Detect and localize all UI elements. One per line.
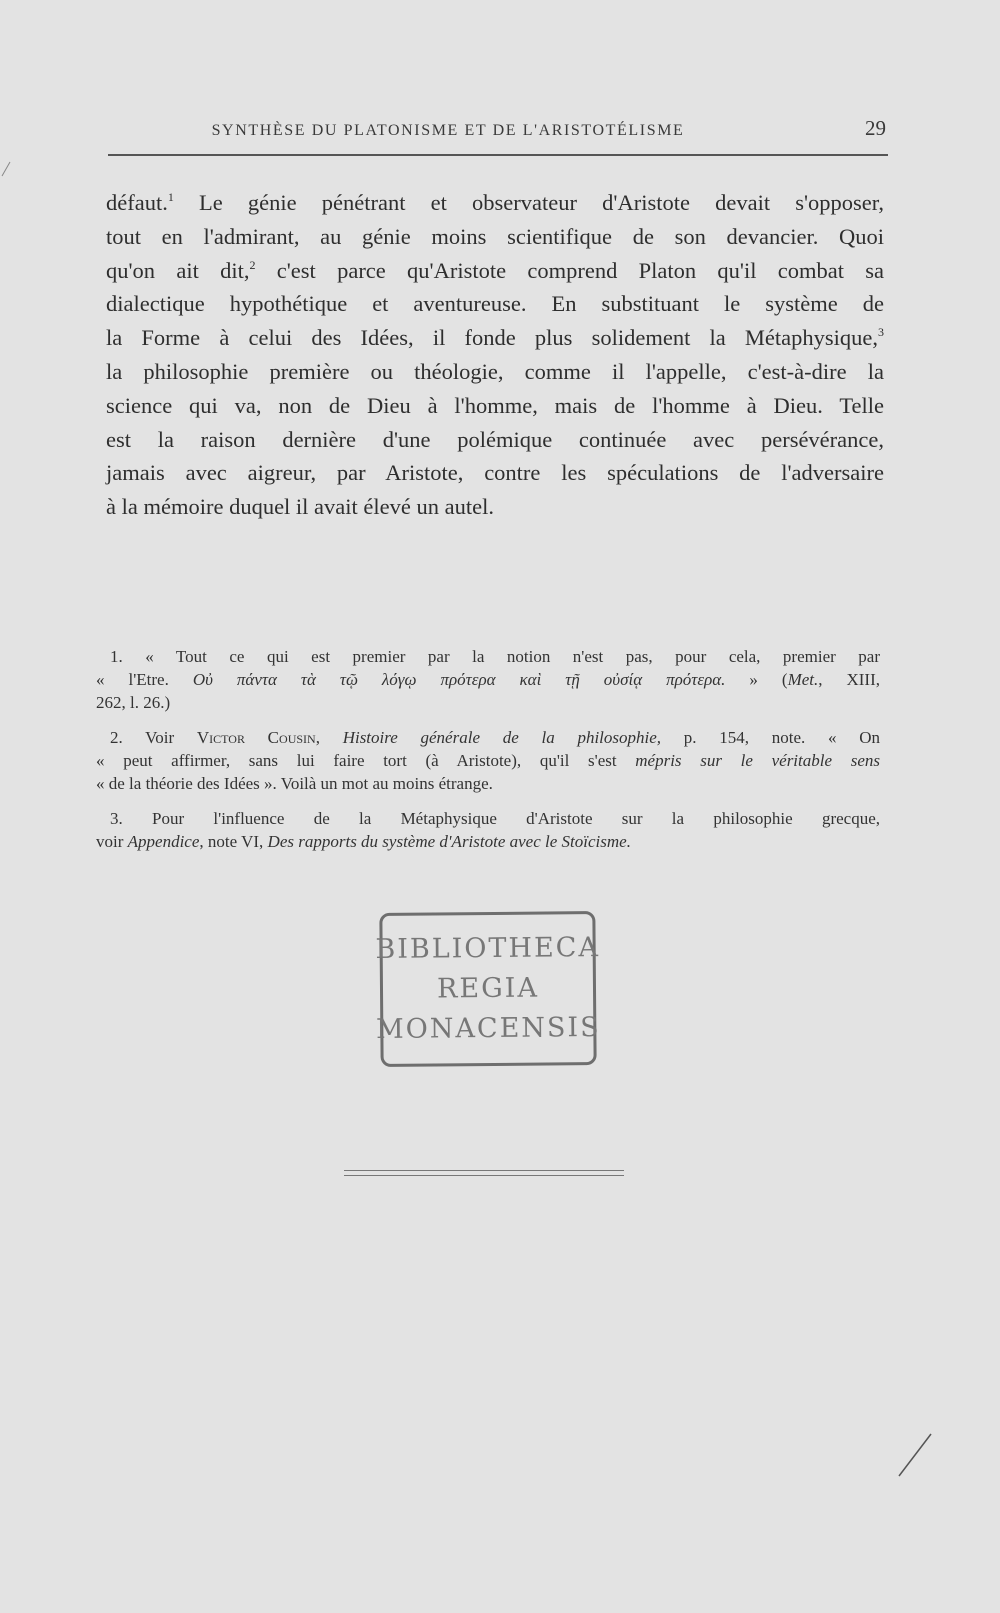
footnote-line: 2. Voir Victor Cousin, Histoire générale de la philosophie, p. 154, note. « On <box>110 728 881 747</box>
stamp-line: BIBLIOTHECA <box>375 932 601 965</box>
stamp-line: REGIA <box>436 972 540 1005</box>
footnote-3 <box>96 807 880 853</box>
running-head <box>108 116 888 141</box>
body-line: science qui va, non de Dieu à l'homme, mais de l'homme à Dieu. Telle <box>106 392 884 418</box>
greek-quotation: Οὐ πάντα τὰ τῷ λόγῳ πρότερα καὶ τῇ οὐσίᾳ πρότερα. <box>192 670 726 689</box>
stamp-line: MONACENSIS <box>375 1012 601 1045</box>
footnote-line: 262, l. 26.) <box>96 693 171 712</box>
footnote-line: voir Appendice, note VI, Des rapports du système d'Aristote avec le Stoïcisme. <box>96 832 631 851</box>
footnote-2 <box>96 726 880 795</box>
corner-mark <box>0 160 12 180</box>
body-line: est la raison dernière d'une polémique continuée avec persévérance, <box>106 426 884 452</box>
pencil-stroke <box>899 1434 931 1476</box>
body-line: à la mémoire duquel il avait élevé un autel. <box>106 494 494 520</box>
running-title: SYNTHÈSE DU PLATONISME ET DE L'ARISTOTÉLISME <box>211 122 685 139</box>
library-stamp <box>375 911 601 1067</box>
page-number: 29 <box>865 116 886 140</box>
corner-stroke <box>2 162 10 176</box>
body-line: la philosophie première ou théologie, comme il l'appelle, c'est-à-dire la <box>106 358 884 384</box>
end-rule <box>344 1170 624 1176</box>
body-line: tout en l'admirant, au génie moins scientifique de son devancier. Quoi <box>106 223 884 249</box>
footnote-line: « peut affirmer, sans lui faire tort (à Aristote), qu'il s'est mépris sur le véritable sens <box>96 751 880 770</box>
reference-title: Met. <box>787 670 819 689</box>
appendix-ref: Appendice <box>127 832 200 851</box>
footnote-line: 3. Pour l'influence de la Métaphysique d'Aristote sur la philosophie grecque, <box>110 809 880 828</box>
footnotes <box>96 645 880 865</box>
footnote-line: « de la théorie des Idées ». Voilà un mot au moins étrange. <box>96 774 493 793</box>
body-paragraph <box>106 186 884 524</box>
footnote-ref-2: 2 <box>249 257 256 272</box>
footnote-ref-3: 3 <box>878 325 884 340</box>
book-title: Histoire générale de la philosophie, <box>342 728 662 747</box>
body-line: défaut.$^1$ Le génie pénétrant et observateur d'Aristote devait s'opposer, <box>106 190 884 215</box>
emphasis: mépris sur le véritable sens <box>635 751 880 770</box>
pencil-mark <box>895 1430 935 1480</box>
body-line: dialectique hypothétique et aventureuse. En substituant le système de <box>106 291 884 317</box>
author-name: Victor Cousin <box>196 728 316 747</box>
footnote-line: 1. « Tout ce qui est premier par la notion n'est pas, pour cela, premier par <box>110 647 880 666</box>
header-rule <box>108 154 888 156</box>
footnote-ref-1: 1 <box>167 190 174 204</box>
footnote-1 <box>96 645 880 714</box>
footnote-line: « l'Etre. Οὐ πάντα τὰ τῷ λόγῳ πρότερα καὶ τῇ οὐσίᾳ πρότερα. » (Met., XIII, <box>96 670 880 689</box>
body-line: la Forme à celui des Idées, il fonde plus solidement la Métaphysique,$^3$ <box>106 325 884 351</box>
chapter-title: Des rapports du système d'Aristote avec le Stoïcisme. <box>267 832 631 851</box>
body-line: jamais avec aigreur, par Aristote, contre les spéculations de l'adversaire <box>106 460 884 486</box>
body-line: qu'on ait dit,$^2$ c'est parce qu'Aristote comprend Platon qu'il combat sa <box>106 257 884 283</box>
